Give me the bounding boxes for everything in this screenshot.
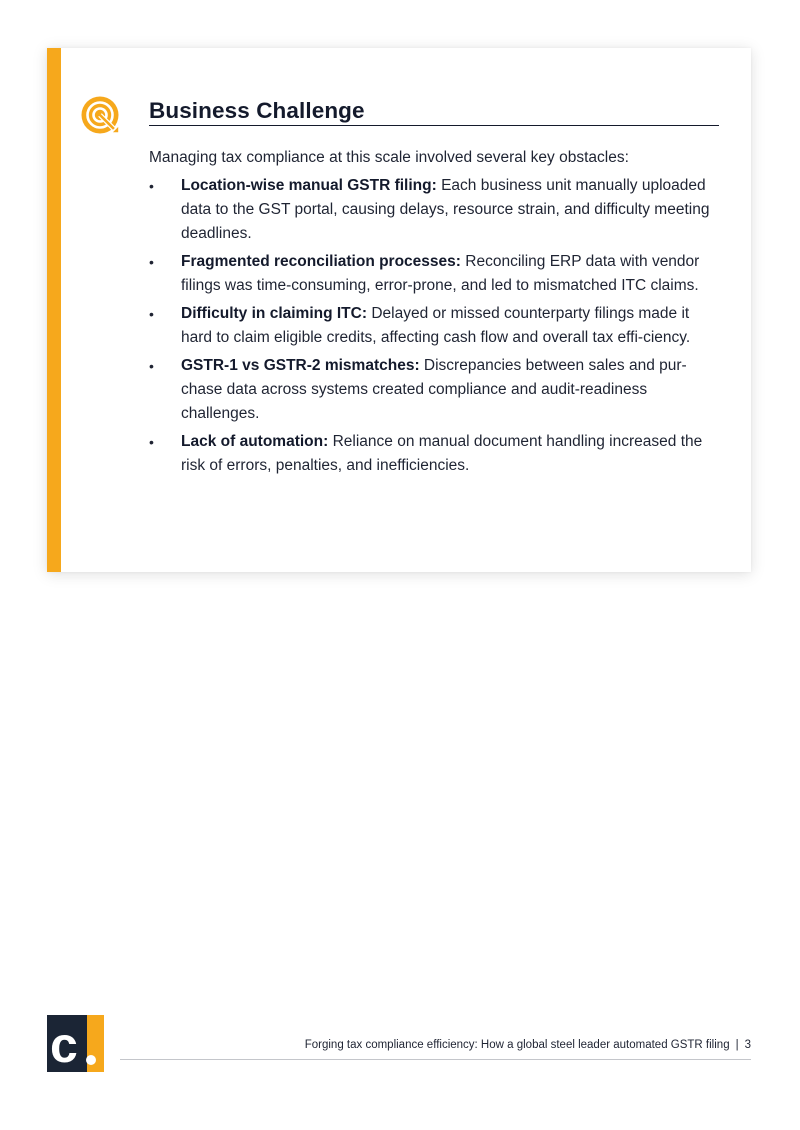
challenge-title: Fragmented reconciliation processes: (181, 253, 461, 270)
target-icon (80, 95, 124, 139)
challenge-text: Delayed or missed counterparty filings made it hard to claim eligible credits, affecting cash flow and overall tax effi-ciency. (181, 305, 691, 346)
logo-letter: c (50, 1017, 78, 1072)
bullet-icon: • (149, 178, 154, 194)
card-accent-bar (47, 48, 61, 572)
challenge-item (149, 354, 719, 426)
challenge-title: Location-wise manual GSTR filing: (181, 177, 437, 194)
challenge-title: GSTR-1 vs GSTR-2 mismatches: (181, 357, 420, 374)
footer (305, 1039, 751, 1051)
page-number: 3 (744, 1039, 751, 1051)
challenge-text: Reconciling ERP data with vendor filings was time-consuming, error-prone, and led to mismatched ITC claims. (181, 253, 700, 294)
challenge-text: Each business unit manually uploaded data to the GST portal, causing delays, resource strain, and difficulty meeting deadlines. (181, 177, 710, 242)
challenge-text: Reliance on manual document handling increased the risk of errors, penalties, and inefficiencies. (181, 433, 703, 474)
footer-title: Forging tax compliance efficiency: How a global steel leader automated GSTR filing (304, 1039, 730, 1051)
challenge-item (149, 302, 719, 350)
business-challenge-card (47, 48, 751, 572)
bullet-icon: • (149, 358, 154, 374)
bullet-icon: • (149, 434, 154, 450)
challenge-title: Difficulty in claiming ITC: (181, 305, 368, 322)
section-intro: Managing tax compliance at this scale involved several key obstacles: (149, 149, 629, 166)
challenge-list (149, 174, 719, 482)
company-logo (47, 1015, 104, 1072)
challenge-item (149, 250, 719, 298)
challenge-item (149, 430, 719, 478)
bullet-icon: • (149, 306, 154, 322)
bullet-icon: • (149, 254, 154, 270)
challenge-title: Lack of automation: (181, 433, 329, 450)
section-heading: Business Challenge (149, 98, 719, 126)
footer-rule (120, 1059, 751, 1060)
challenge-text: Discrepancies between sales and pur-chase data across systems created compliance and audit-readiness challenges. (181, 357, 687, 422)
footer-separator: | (735, 1039, 739, 1051)
challenge-item (149, 174, 719, 246)
